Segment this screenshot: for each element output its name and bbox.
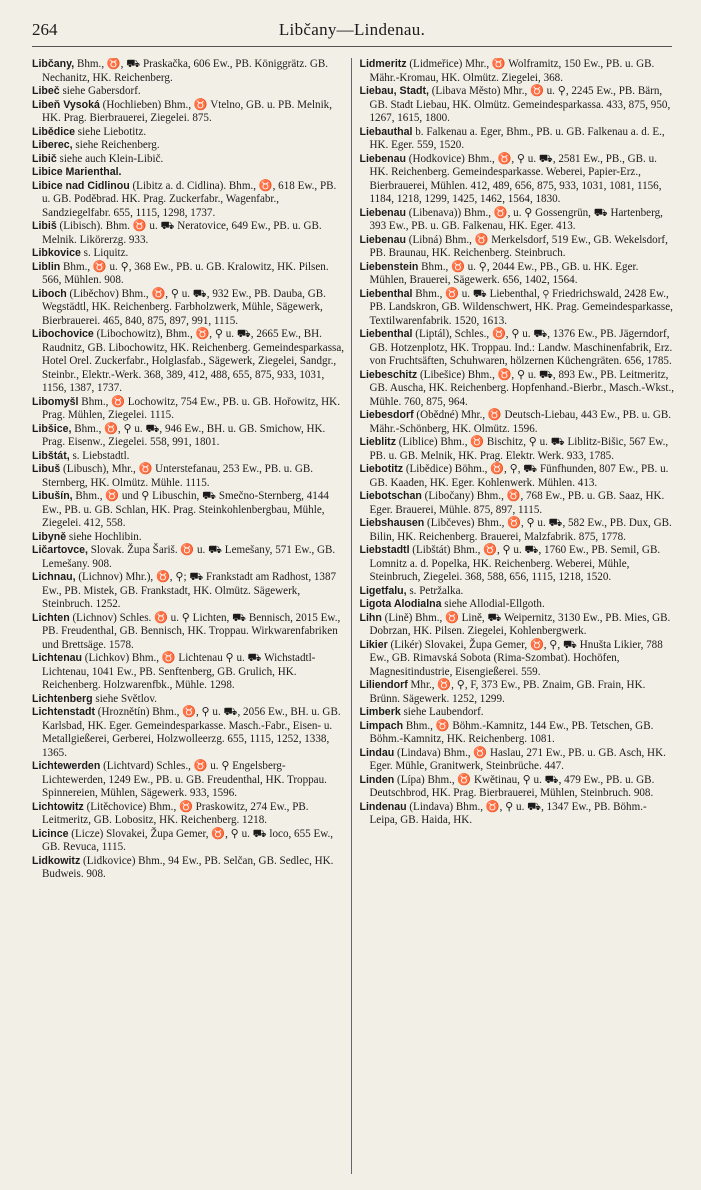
left-column: [32, 58, 352, 1174]
entry-headword: Likier: [359, 638, 388, 651]
entry-text: (Libisch). Bhm. ♉ u. ⛟ Neratovice, 649 Ew., PB. u. GB. Melnik. Likörerzg. 933.: [42, 220, 322, 246]
directory-entry: [32, 220, 347, 247]
directory-entry: [32, 571, 347, 612]
entry-headword: Liebenthal: [359, 287, 413, 300]
directory-entry: [360, 747, 675, 774]
page-number: 264: [32, 20, 58, 39]
entry-text: (Lině) Bhm., ♉ Lině, ⛟ Weipernitz, 3130 Ew., PB. Mies, GB. Dobrzan, HK. Pilsen. Ziegelei, Kohlenbergwerk.: [369, 611, 671, 637]
entry-text: s. Liquitz.: [80, 247, 129, 259]
entry-text: siehe Liebotitz.: [74, 125, 147, 138]
entry-headword: Libice Marienthal.: [32, 166, 122, 178]
entry-headword: Liebesdorf: [359, 409, 414, 421]
directory-entry: [32, 612, 347, 653]
entry-text: siehe Allodial-Ellgoth.: [441, 598, 545, 610]
directory-entry: [360, 288, 675, 329]
entry-text: (Hroznětín) Bhm., ♉, ⚲ u. ⛟, 2056 Ew., BH. u. GB. Karlsbad, HK. Eger. Gemeindesparkasse. Masch.-Fabr., Eisen- u. Metallgießerei, Gerberei, Holzwolleerzg. 655, 1115, 1252, 1338, 1365.: [42, 706, 341, 759]
entry-headword: Ličartovce,: [32, 544, 88, 556]
directory-entry: [360, 612, 675, 639]
directory-entry: [32, 855, 347, 882]
entry-text: s. Liebstadtl.: [69, 449, 130, 462]
directory-entry: [32, 58, 347, 85]
entry-text: (Litěchovice) Bhm., ♉ Praskowitz, 274 Ew., PB. Leitmeritz, GB. Lobositz, HK. Reichenberg. 1218.: [42, 800, 309, 826]
entry-text: (Lindava) Bhm., ♉ Haslau, 271 Ew., PB. u. GB. Asch, HK. Eger. Mühle, Granitwerk, Steinbrüche. 447.: [369, 746, 666, 772]
directory-entry: [32, 463, 347, 490]
entry-headword: Licince: [32, 827, 69, 840]
entry-headword: Liebau, Stadt,: [359, 85, 429, 97]
entry-headword: Liliendorf: [359, 679, 408, 691]
entry-text: Bhm., ♉ u. ⛟ Liebenthal, ⚲ Friedrichswald, 2428 Ew., PB. Landskron, GB. Wildenschwert, HK. Prag. Gemeindesparkasse, Textilwarenfabrik. 1520, 1613.: [369, 287, 673, 327]
directory-entry: [32, 261, 347, 288]
entry-headword: Libědice: [32, 125, 75, 138]
directory-entry: [360, 517, 675, 544]
directory-entry: [360, 85, 675, 126]
entry-headword: Liebenthal: [359, 328, 413, 340]
directory-entry: [32, 801, 347, 828]
directory-entry: [360, 801, 675, 828]
entry-headword: Liebauthal: [359, 125, 413, 138]
entry-text: Bhm., ♉ u. ⚲, 368 Ew., PB. u. GB. Kralowitz, HK. Pilsen. 566, Mühlen. 908.: [42, 260, 329, 286]
entry-headword: Lichtenberg: [32, 692, 93, 705]
entry-headword: Libšice,: [32, 422, 72, 435]
directory-entry: [32, 85, 347, 99]
entry-text: Bhm., ♉ u. ⚲, 2044 Ew., PB., GB. u. HK. Eger. Mühlen, Brauerei, Sägewerk. 656, 1402, 1564.: [369, 260, 639, 286]
entry-headword: Lidkowitz: [32, 854, 81, 867]
directory-entry: [360, 544, 675, 585]
entry-text: (Lichtvard) Schles., ♉ u. ⚲ Engelsberg-Lichtewerden, 1249 Ew., PB. u. GB. Freudenthal, HK. Troppau. Spinnereien, Mühlen, Sägewerk. 933, 1596.: [42, 760, 327, 799]
entry-text: (Lichnov) Mhr.), ♉, ⚲; ⛟ Frankstadt am Radhost, 1387 Ew., PB. Mistek, GB. Frankstadt, HK. Olmütz. Sägewerk, Steinbruch. 1252.: [42, 571, 337, 610]
directory-entry: [32, 139, 347, 153]
entry-text: (Likér) Slovakei, Župa Gemer, ♉, ⚲, ⛟ Hnušta Likier, 788 Ew., GB. Rimavská Sobota (Rima-Szombat). Hochöfen, Magnesitindustrie, Eisengießerei. 559.: [369, 638, 663, 678]
directory-entry: [360, 153, 675, 207]
directory-entry: [32, 693, 347, 707]
entry-headword: Libič: [32, 152, 57, 165]
entry-headword: Liebshausen: [359, 517, 425, 529]
entry-headword: Liebotitz: [359, 463, 404, 475]
entry-text: Bhm., ♉ Böhm.-Kamnitz, 144 Ew., PB. Tetschen, GB. Böhm.-Kamnitz, HK. Reichenberg. 1081.: [369, 719, 654, 745]
entry-headword: Libomyšl: [32, 395, 79, 408]
entry-text: siehe Gabersdorf.: [59, 85, 141, 97]
entry-headword: Ligetfalu,: [359, 584, 407, 597]
entry-headword: Lindenau: [359, 800, 407, 813]
directory-entry: [360, 328, 675, 369]
entry-headword: Lichnau,: [32, 571, 76, 583]
entry-headword: Libuš: [32, 463, 61, 475]
entry-text: b. Falkenau a. Eger, Bhm., PB. u. GB. Falkenau a. d. E., HK. Eger. 559, 1520.: [369, 125, 665, 151]
directory-entry: [32, 828, 347, 855]
entry-text: (Lidmeřice) Mhr., ♉ Wolframitz, 150 Ew., PB. u. GB. Mähr.-Kromau, HK. Olmütz. Ziegelei, 368.: [369, 58, 655, 84]
directory-entry: [32, 652, 347, 693]
directory-entry: [32, 288, 347, 329]
entry-text: siehe auch Klein-Libič.: [56, 152, 164, 165]
entry-text: (Liblice) Bhm., ♉ Bischitz, ⚲ u. ⛟ Liblitz-Bišic, 567 Ew., PB. u. GB. Melnik, HK. Prag. Elektr. Werk. 933, 1785.: [369, 436, 669, 462]
entry-text: (Lípa) Bhm., ♉ Kwětinau, ⚲ u. ⛟, 479 Ew., PB. u. GB. Deutschbrod, HK. Prag. Bierbrauerei, Mühlen, Steinbruch. 908.: [369, 773, 655, 799]
entry-headword: Libochovice: [32, 328, 94, 340]
directory-entry: [360, 436, 675, 463]
entry-text: (Hochlieben) Bhm., ♉ Vtelno, GB. u. PB. Melnik, HK. Prag. Bierbrauerei, Ziegelei. 875.: [42, 98, 332, 124]
directory-entry: [360, 585, 675, 599]
entry-text: (Libčeves) Bhm., ♉, ⚲ u. ⛟, 582 Ew., PB. Dux, GB. Bilin, HK. Reichenberg. Brauerei, Malzfabrik. 875, 1778.: [369, 517, 672, 543]
entry-text: (Libava Město) Mhr., ♉ u. ⚲, 2245 Ew., PB. Bärn, GB. Stadt Liebau, HK. Olmütz. Gemeindesparkassa. 433, 875, 950, 1267, 1615, 1800.: [369, 85, 671, 124]
entry-text: Mhr., ♉, ⚲, F, 373 Ew., PB. Znaim, GB. Frain, HK. Brünn. Sägewerk. 1252, 1299.: [369, 679, 646, 705]
directory-entry: [360, 58, 675, 85]
entry-headword: Ligota Alodialna: [359, 598, 442, 610]
entry-text: siehe Laubendorf.: [400, 706, 484, 718]
entry-text: (Libenava)) Bhm., ♉, u. ⚲ Gossengrün, ⛟ Hartenberg, 393 Ew., PB. u. GB. Falkenau, HK. Eger. 413.: [369, 206, 663, 232]
entry-columns: [32, 58, 674, 1174]
entry-headword: Liebotschan: [359, 490, 422, 502]
entry-text: (Libusch), Mhr., ♉ Unterstefanau, 253 Ew., PB. u. GB. Sternberg, HK. Olmütz. Mühle. 1115.: [42, 463, 314, 489]
directory-entry: [360, 639, 675, 680]
entry-headword: Libštát,: [32, 449, 70, 462]
entry-text: Bhm., ♉, ⚲ u. ⛟, 946 Ew., BH. u. GB. Smichow, HK. Prag. Eisenw., Ziegelei. 558, 991, 1801.: [42, 422, 326, 448]
entry-headword: Liberec,: [32, 139, 73, 151]
directory-entry: [360, 126, 675, 153]
directory-entry: [32, 153, 347, 167]
directory-entry: [360, 598, 675, 612]
entry-headword: Libyně: [32, 530, 67, 543]
directory-entry: [32, 328, 347, 396]
directory-entry: [360, 261, 675, 288]
entry-text: (Libědice) Böhm., ♉, ⚲, ⛟ Fünfhunden, 807 Ew., PB. u. GB. Kaaden, HK. Eger. Kohlenwerk. Mühlen. 413.: [369, 463, 669, 489]
entry-headword: Lindau: [359, 746, 395, 759]
entry-text: (Libná) Bhm., ♉ Merkelsdorf, 519 Ew., GB. Wekelsdorf, PB. Braunau, HK. Reichenberg. Steinbruch.: [369, 233, 668, 259]
entry-headword: Limberk: [359, 706, 401, 718]
directory-entry: [360, 720, 675, 747]
entry-headword: Liebenstein: [359, 260, 419, 273]
entry-headword: Libeň Vysoká: [32, 98, 100, 111]
entry-text: (Lindava) Bhm., ♉, ⚲ u. ⛟, 1347 Ew., PB. Böhm.-Leipa, GB. Haida, HK.: [369, 800, 647, 826]
entry-headword: Lichten: [32, 611, 70, 624]
page-header: [32, 18, 672, 47]
directory-entry: [360, 490, 675, 517]
entry-text: (Libitz a. d. Cidlina). Bhm., ♉, 618 Ew., PB. u. GB. Poděbrad. HK. Prag. Zuckerfabr., Wagenfabr., Sandziegelfabr. 655, 1115, 1298, 1737.: [42, 179, 337, 219]
directory-entry: [360, 369, 675, 410]
entry-text: (Libočany) Bhm., ♉, 768 Ew., PB. u. GB. Saaz, HK. Eger. Brauerei, Mühle. 875, 897, 1115.: [369, 490, 665, 516]
entry-text: (Libešice) Bhm., ♉, ⚲ u. ⛟, 893 Ew., PB. Leitmeritz, GB. Auscha, HK. Reichenberg. Hopfenhand.-Bierbr., Masch.-Wkst., Mühle. 760, 875, 964.: [369, 368, 674, 408]
entry-text: siehe Hochlibin.: [66, 530, 142, 543]
directory-entry: [360, 207, 675, 234]
entry-text: (Lichkov) Bhm., ♉ Lichtenau ⚲ u. ⛟ Wichstadtl-Lichtenau, 1041 Ew., PB. Senftenberg, GB. Grulich, HK. Reichenberg. Holzwarenfbk., Mühle. 1298.: [42, 652, 316, 691]
entry-headword: Libušín,: [32, 490, 73, 502]
directory-entry: [32, 760, 347, 801]
entry-headword: Lichtenstadt: [32, 706, 95, 718]
entry-headword: Liblin: [32, 260, 61, 273]
directory-entry: [32, 450, 347, 464]
entry-headword: Liebeschitz: [359, 368, 418, 381]
entry-headword: Libeč: [32, 85, 60, 97]
entry-text: s. Petržalka.: [406, 584, 464, 597]
entry-headword: Lichtenau: [32, 652, 83, 664]
directory-entry: [360, 774, 675, 801]
directory-entry: [32, 544, 347, 571]
entry-text: Bhm., ♉ und ⚲ Libuschin, ⛟ Smečno-Sternberg, 4144 Ew., PB. u. GB. Schlan, HK. Prag. Steinkohlenbergbau, Mühle, Ziegelei. 412, 558.: [42, 490, 329, 529]
entry-text: siehe Světlov.: [92, 692, 157, 705]
directory-entry: [360, 463, 675, 490]
right-column: [360, 58, 675, 1174]
entry-text: Bhm., ♉, ⛟ Praskačka, 606 Ew., PB. Königgrätz. GB. Nechanitz, HK. Reichenberg.: [42, 58, 329, 84]
entry-text: (Lichnov) Schles. ♉ u. ⚲ Lichten, ⛟ Bennisch, 2015 Ew., PB. Freudenthal, GB. Bennisch, HK. Troppau. Wirkwarenfabriken und Brettsäge. 1578.: [42, 611, 341, 651]
entry-headword: Libčany,: [32, 58, 75, 70]
entry-headword: Lichtowitz: [32, 800, 84, 813]
entry-text: (Lidkovice) Bhm., 94 Ew., PB. Selčan, GB. Sedlec, HK. Budweis. 908.: [42, 854, 334, 880]
directory-entry: [32, 166, 347, 180]
directory-entry: [32, 180, 347, 221]
directory-entry: [360, 706, 675, 720]
entry-text: Bhm., ♉ Lochowitz, 754 Ew., PB. u. GB. Hořowitz, HK. Prag. Mühlen, Ziegelei. 1115.: [42, 395, 340, 421]
entry-headword: Linden: [359, 773, 395, 786]
directory-entry: [360, 679, 675, 706]
running-head: Libčany—Lindenau.: [278, 20, 426, 39]
directory-entry: [32, 490, 347, 531]
entry-text: (Libochowitz), Bhm., ♉, ⚲ u. ⛟, 2665 Ew., BH. Raudnitz, GB. Libochowitz, HK. Reichenberg. Gemeindesparkassa, Hotel Orel. Zuckerfabr., Holglasfab., Sägewerk, Ziegelei, Sandgr., Steinbr., Elektr.-Werk. 368, 389, 412, 488, 655, 875, 933, 1031, 1156, 1387, 1737.: [42, 328, 345, 394]
entry-text: (Obědné) Mhr., ♉ Deutsch-Liebau, 443 Ew., PB. u. GB. Mähr.-Schönberg, HK. Olmütz. 1596.: [369, 409, 672, 435]
entry-headword: Liebenau: [359, 152, 407, 165]
entry-headword: Lihn: [359, 611, 382, 624]
entry-headword: Lieblitz: [359, 436, 396, 448]
directory-entry: [32, 99, 347, 126]
entry-text: siehe Reichenberg.: [72, 139, 160, 151]
entry-headword: Libkovice: [32, 247, 81, 259]
entry-text: (Libštát) Bhm., ♉, ⚲ u. ⛟, 1760 Ew., PB. Semil, GB. Lomnitz a. d. Popelka, HK. Reichenberg. Weberei, Mühle, Steinbruch, Ziegelei. 368, 588, 656, 1115, 1218, 1520.: [369, 544, 661, 583]
entry-headword: Liebenau: [359, 233, 407, 246]
directory-entry: [32, 396, 347, 423]
directory-entry: [32, 126, 347, 140]
directory-entry: [32, 423, 347, 450]
entry-headword: Limpach: [359, 719, 404, 732]
directory-entry: [32, 531, 347, 545]
entry-headword: Liebstadtl: [359, 544, 410, 556]
directory-entry: [32, 706, 347, 760]
entry-text: (Liptál), Schles., ♉, ⚲ u. ⛟, 1376 Ew., PB. Jägerndorf, GB. Hotzenplotz, HK. Troppau. Ind.: Landw. Maschinenfabrik, Erz. von Fruchtsäften, Schuhwaren, hölzernen Küchengräten. 656, 1785.: [369, 328, 673, 367]
entry-headword: Liebenau: [359, 206, 407, 219]
directory-entry: [360, 409, 675, 436]
entry-headword: Liboch: [32, 287, 67, 300]
directory-entry: [360, 234, 675, 261]
entry-headword: Lidmeritz: [359, 58, 407, 70]
entry-text: Slovak. Župa Šariš. ♉ u. ⛟ Lemešany, 571 Ew., GB. Lemešany. 908.: [42, 544, 336, 570]
directory-entry: [32, 247, 347, 261]
entry-headword: Libiš: [32, 220, 57, 232]
entry-text: (Licze) Slovakei, Župa Gemer, ♉, ⚲ u. ⛟ loco, 655 Ew., GB. Revuca, 1115.: [42, 827, 334, 853]
entry-text: (Hodkovice) Bhm., ♉, ⚲ u. ⛟, 2581 Ew., PB., GB. u. HK. Reichenberg. Gemeindesparkasse. Weberei, Papier-Erz., Bierbrauerei, Mühlen. 412, 489, 656, 875, 933, 1031, 1081, 1156, 1184, 1218, 1299, 1425, 1462, 1564, 1830.: [369, 152, 662, 205]
entry-text: (Liběchov) Bhm., ♉, ⚲ u. ⛟, 932 Ew., PB. Dauba, GB. Wegstädtl, HK. Reichenberg. Farbholzwerk, Mühle, Sägewerk, Bierbrauerei. 465, 840, 875, 897, 991, 1115.: [42, 287, 326, 327]
entry-headword: Lichtewerden: [32, 760, 101, 772]
entry-headword: Libice nad Cidlinou: [32, 179, 130, 192]
